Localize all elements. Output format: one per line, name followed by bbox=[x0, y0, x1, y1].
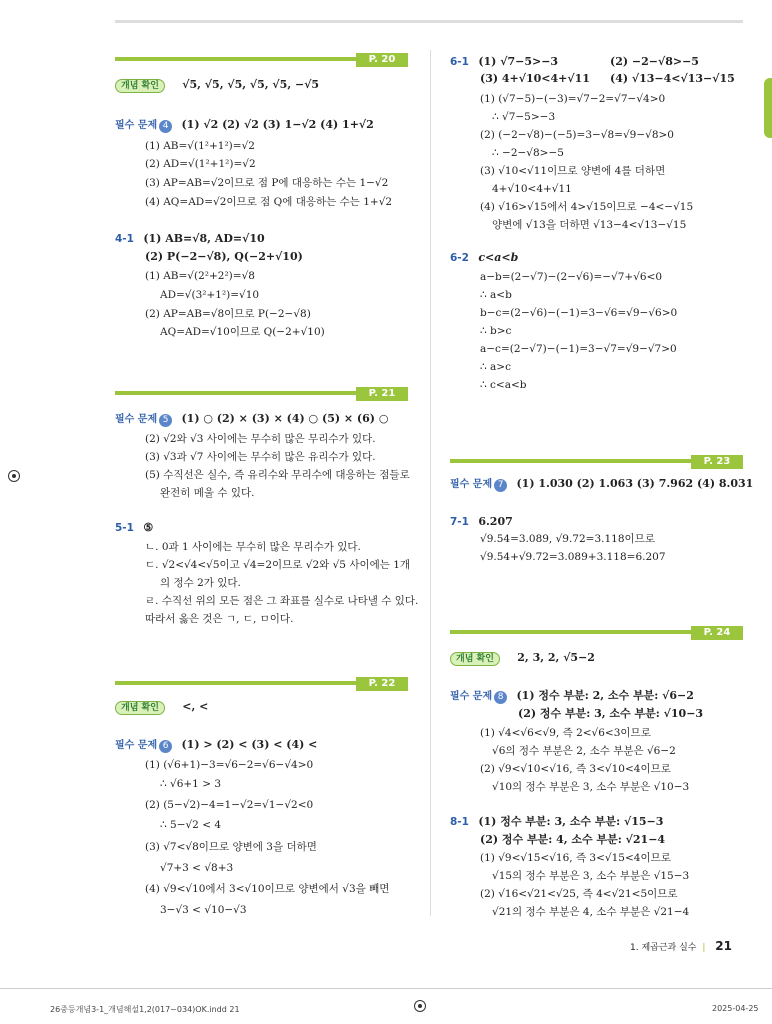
solution-line: (2) AD=√(1²+1²)=√2 bbox=[145, 158, 256, 170]
chapter-title: 1. 제곱근과 실수 bbox=[630, 943, 697, 953]
solution-line: (1) (√6+1)−3=√6−2=√6−√4>0 bbox=[145, 759, 314, 771]
problem-number: 5 bbox=[159, 414, 172, 427]
problem-answer: (2) 정수 부분: 4, 소수 부분: √21−4 bbox=[480, 833, 666, 846]
problem-answer: 6.207 bbox=[478, 515, 513, 528]
solution-line: (1) √9<√15<√16, 즉 3<√15<4이므로 bbox=[480, 852, 671, 864]
problem-answer: (1) √2 (2) √2 (3) 1−√2 (4) 1+√2 bbox=[181, 118, 374, 131]
solution-line: 3−√3 < √10−√3 bbox=[160, 904, 247, 916]
problem-answer: (4) √13−4<√13−√15 bbox=[610, 72, 735, 85]
problem-answer: (1) 정수 부분: 3, 소수 부분: √15−3 bbox=[478, 815, 664, 828]
solution-line: a−b=(2−√7)−(2−√6)=−√7+√6<0 bbox=[480, 271, 663, 283]
page-ref-tag: P. 21 bbox=[356, 387, 408, 401]
registration-mark-icon bbox=[414, 1000, 426, 1012]
concept-check-badge: 개념 확인 bbox=[450, 652, 500, 666]
solution-line: a−c=(2−√7)−(−1)=3−√7=√9−√7>0 bbox=[480, 343, 677, 355]
solution-line: (1) (√7−5)−(−3)=√7−2=√7−√4>0 bbox=[480, 93, 666, 105]
solution-line: √21의 정수 부분은 4, 소수 부분은 √21−4 bbox=[492, 906, 690, 918]
top-rule bbox=[115, 20, 743, 23]
solution-line: 양변에 √13을 더하면 √13−4<√13−√15 bbox=[492, 219, 687, 231]
solution-line: (5) 수직선은 실수, 즉 유리수와 무리수에 대응하는 점들로 bbox=[145, 469, 410, 481]
concept-check-answer: √5, √5, √5, √5, √5, −√5 bbox=[182, 78, 320, 91]
problem-answer: ⑤ bbox=[143, 521, 154, 534]
sub-problem-label: 8-1 bbox=[450, 816, 469, 828]
column-divider bbox=[430, 50, 431, 916]
page-ref-tag: P. 20 bbox=[356, 53, 408, 67]
solution-line: ∴ c<a<b bbox=[480, 379, 527, 391]
solution-line: (2) AP=AB=√8이므로 P(−2−√8) bbox=[145, 308, 311, 320]
solution-line: √7+3 < √8+3 bbox=[160, 862, 234, 874]
problem-number: 6 bbox=[159, 740, 172, 753]
print-file-name: 26중등개념3-1_개념해설1,2(017~034)OK.indd 21 bbox=[50, 1005, 240, 1014]
problem-answer: (2) 정수 부분: 3, 소수 부분: √10−3 bbox=[518, 707, 704, 720]
solution-line: AD=√(3²+1²)=√10 bbox=[160, 289, 260, 301]
page-footer: 1. 제곱근과 실수 | 21 bbox=[630, 939, 732, 953]
solution-line: (1) √4<√6<√9, 즉 2<√6<3이므로 bbox=[480, 727, 651, 739]
concept-check-badge: 개념 확인 bbox=[115, 701, 165, 715]
concept-check-badge: 개념 확인 bbox=[115, 79, 165, 93]
must-problem-label: 필수 문제 bbox=[450, 479, 493, 490]
solution-line: (4) √9<√10에서 3<√10이므로 양변에서 √3을 빼면 bbox=[145, 883, 390, 895]
page-ref-tag: P. 22 bbox=[356, 677, 408, 691]
solution-line: ∴ −2−√8>−5 bbox=[492, 147, 564, 159]
problem-answer: (1) AB=√8, AD=√10 bbox=[143, 232, 265, 245]
solution-line: (3) √7<√8이므로 양변에 3을 더하면 bbox=[145, 841, 317, 853]
solution-line: AQ=AD=√10이므로 Q(−2+√10) bbox=[160, 326, 325, 338]
solution-line: (4) √16>√15에서 4>√15이므로 −4<−√15 bbox=[480, 201, 694, 213]
solution-line: (2) (−2−√8)−(−5)=3−√8=√9−√8>0 bbox=[480, 129, 674, 141]
sub-problem-label: 4-1 bbox=[115, 233, 134, 245]
sub-problem-label: 6-1 bbox=[450, 56, 469, 68]
registration-mark-icon bbox=[8, 470, 20, 482]
solution-line: (4) AQ=AD=√2이므로 점 Q에 대응하는 수는 1+√2 bbox=[145, 196, 393, 208]
page-ref-tag: P. 23 bbox=[691, 455, 743, 469]
solution-line: ∴ √6+1 > 3 bbox=[160, 778, 222, 790]
solution-line: ㄴ. 0과 1 사이에는 무수히 많은 무리수가 있다. bbox=[145, 541, 361, 553]
print-date: 2025-04-25 bbox=[712, 1004, 759, 1013]
page-ref-tag: P. 24 bbox=[691, 626, 743, 640]
problem-answer: (1) √7−5>−3 bbox=[478, 55, 559, 68]
chapter-edge-tab bbox=[764, 78, 772, 138]
solution-line: √15의 정수 부분은 3, 소수 부분은 √15−3 bbox=[492, 870, 690, 882]
solution-line: (2) (5−√2)−4=1−√2=√1−√2<0 bbox=[145, 799, 314, 811]
solution-line: ∴ √7−5>−3 bbox=[492, 111, 556, 123]
problem-answer: (1) 정수 부분: 2, 소수 부분: √6−2 bbox=[516, 689, 694, 702]
page-number: 21 bbox=[715, 939, 732, 953]
solution-line: √10의 정수 부분은 3, 소수 부분은 √10−3 bbox=[492, 781, 690, 793]
solution-line: √9.54=3.089, √9.72=3.118이므로 bbox=[480, 533, 655, 545]
solution-line: 완전히 메울 수 있다. bbox=[160, 487, 255, 499]
solution-line: 의 정수 2가 있다. bbox=[160, 577, 241, 589]
problem-number: 4 bbox=[159, 120, 172, 133]
must-problem-label: 필수 문제 bbox=[115, 740, 158, 751]
solution-line: √6의 정수 부분은 2, 소수 부분은 √6−2 bbox=[492, 745, 676, 757]
problem-answer: (1) 1.030 (2) 1.063 (3) 7.962 (4) 8.031 bbox=[516, 477, 754, 490]
solution-line: ∴ a>c bbox=[480, 361, 511, 373]
problem-answer: (1) ○ (2) × (3) × (4) ○ (5) × (6) ○ bbox=[181, 412, 389, 425]
solution-line: (3) AP=AB=√2이므로 점 P에 대응하는 수는 1−√2 bbox=[145, 177, 389, 189]
solution-line: 4+√10<4+√11 bbox=[492, 183, 572, 195]
solution-line: (3) √10<√11이므로 양변에 4를 더하면 bbox=[480, 165, 666, 177]
problem-answer: (2) P(−2−√8), Q(−2+√10) bbox=[145, 250, 303, 263]
solution-line: 따라서 옳은 것은 ㄱ, ㄷ, ㅁ이다. bbox=[145, 613, 294, 625]
solution-line: ∴ 5−√2 < 4 bbox=[160, 819, 222, 831]
solution-line: ∴ a<b bbox=[480, 289, 512, 301]
solution-line: (2) √9<√10<√16, 즉 3<√10<4이므로 bbox=[480, 763, 671, 775]
footer-rule bbox=[0, 988, 772, 989]
solution-line: ㄹ. 수직선 위의 모든 점은 그 좌표를 실수로 나타낼 수 있다. bbox=[145, 595, 419, 607]
solution-line: ∴ b>c bbox=[480, 325, 512, 337]
must-problem-label: 필수 문제 bbox=[115, 120, 158, 131]
solution-line: (3) √3과 √7 사이에는 무수히 많은 유리수가 있다. bbox=[145, 451, 376, 463]
solution-line: (2) √2와 √3 사이에는 무수히 많은 무리수가 있다. bbox=[145, 433, 376, 445]
solution-line: ㄷ. √2<√4<√5이고 √4=2이므로 √2와 √5 사이에는 1개 bbox=[145, 559, 411, 571]
must-problem-label: 필수 문제 bbox=[450, 691, 493, 702]
solution-line: b−c=(2−√6)−(−1)=3−√6=√9−√6>0 bbox=[480, 307, 678, 319]
problem-number: 8 bbox=[494, 691, 507, 704]
sub-problem-label: 5-1 bbox=[115, 522, 134, 534]
solution-line: (1) AB=√(2²+2²)=√8 bbox=[145, 270, 255, 282]
solution-line: (2) √16<√21<√25, 즉 4<√21<5이므로 bbox=[480, 888, 678, 900]
solution-line: √9.54+√9.72=3.089+3.118=6.207 bbox=[480, 551, 666, 563]
problem-answer: (2) −2−√8>−5 bbox=[610, 55, 699, 68]
solution-line: (1) AB=√(1²+1²)=√2 bbox=[145, 140, 255, 152]
must-problem-label: 필수 문제 bbox=[115, 414, 158, 425]
concept-check-answer: <, < bbox=[182, 700, 209, 713]
problem-answer: c<a<b bbox=[478, 251, 519, 264]
problem-answer: (3) 4+√10<4+√11 bbox=[480, 72, 590, 85]
problem-answer: (1) > (2) < (3) < (4) < bbox=[181, 738, 318, 751]
concept-check-answer: 2, 3, 2, √5−2 bbox=[517, 651, 595, 664]
sub-problem-label: 6-2 bbox=[450, 252, 469, 264]
sub-problem-label: 7-1 bbox=[450, 516, 469, 528]
problem-number: 7 bbox=[494, 479, 507, 492]
